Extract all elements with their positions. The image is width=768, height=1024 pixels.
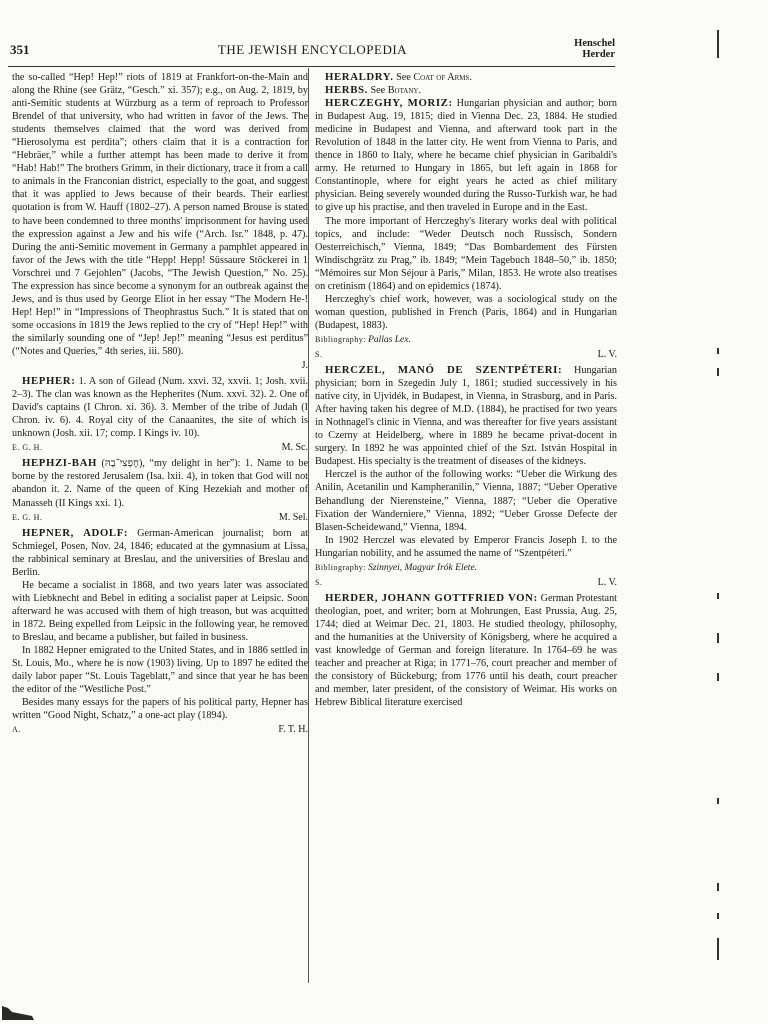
signature-left: E. G. H. [12, 443, 43, 453]
paragraph: Herczeghy's chief work, however, was a sociological study on the woman question, published in French (Paris, 1864) and in Hungarian (Budapest, 1883). [315, 293, 617, 331]
entry-herczeghy [315, 97, 617, 214]
paragraph: In 1882 Hepner emigrated to the United States, and in 1886 settled in St. Louis, Mo., where he is now (1903) living. Up to 1897 he edited the daily labor paper “St. Louis Tageblatt,” and since that year he has been the editor of the “Westliche Post.” [12, 645, 308, 696]
entry-text: , “my delight in her”): 1. Name to be borne by the restored Jerusalem (Isa. lxii. 4), in token that God will not abandon it. 2. Name of the queen of King Hezekiah and mother of Manasseh (II Kings xxi. 1). [12, 458, 308, 509]
entry-range-last: Herder [582, 49, 615, 60]
entry-hepher [12, 375, 308, 440]
cross-reference: Botany. [387, 85, 421, 97]
headword: HERBS. [325, 84, 368, 97]
signature-line [12, 723, 308, 736]
entry-text: 1. A son of Gilead (Num. xxvi. 32, xxvii. 1; Josh. xvii. 2–3). The clan was known as the Hepherites (Num. xxvi. 32). 2. One of David's captains (I Chron. xi. 36). 3. Member of the tribe of Judah (I Chron. iv. 6). 4. Royal city of the Canaanites, the site of which is unknown (Josh. xii. 17; comp. I Kings iv. 10). [12, 376, 308, 440]
entry-text: German-American journalist; born at Schmiegel, Posen, Nov. 24, 1846; educated at the gymnasium at Lissa, the rabbinical seminary at Breslau, and the universities of Breslau and Berlin. [12, 527, 308, 578]
paragraph: Herczel is the author of the following works: “Ueber die Wirkung des Anilin, Acetanilin und Kampheranilin,” Vienna, 1887; “Ueber Operative Behandlung der Nierensteine,” Vienna, 1887; “Ueber die Operative Fixation der Wanderniere,” Vienna, 1892; “Ueber Grosse Defecte der Blasen-Scheidewand,” Vienna, 1894. [315, 469, 617, 533]
see-label: See [396, 72, 411, 83]
entry-range-first: Henschel [574, 38, 615, 49]
signature-left: A. [12, 725, 21, 735]
entry-hepner [12, 527, 308, 579]
paragraph: The more important of Herczeghy's literary works deal with political topics, and include: “Weder Deutsch noch Russisch, Sondern Oesterreichisch,” Vienna, 1849; “Das Bombardement des Fürsten Windischgrätz zu Prag,” ib. 1849; “Mein Tagebuch 1848–50,” ib. 1850; “Mémoires sur Mon Séjour à Paris,” Milan, 1853. He wrote also treatises on cretinism (1864) and on epidemics (1874). [315, 215, 617, 292]
see-label: See [370, 85, 386, 97]
entry-hephzibah [12, 457, 308, 509]
left-column [12, 71, 308, 981]
signature: J. [301, 360, 308, 372]
cross-reference: Coat of Arms. [413, 72, 472, 83]
signature-left: E. G. H. [12, 512, 43, 522]
entry-text: Hungarian physician; born in Szegedin July 1, 1861; studied successively in his native city, in Ujvidék, in Budapest, in Vienna, in Strasburg, and in Paris. After having taken his degree of M.D. (1884), he practised for two years in Nothnagel's clinic in Vienna, and was thereafter for five years assistant to Czerny at Heidelberg, where in 1889 he became privat-docent in surgery. In 1892 he was appointed chief of the Szt. István Hospital in Budapest. His specialty is the treatment of diseases of the kidneys. [315, 365, 617, 468]
signature-line [12, 511, 308, 524]
entry-herczel [315, 364, 617, 468]
paragraph: He became a socialist in 1868, and two years later was associated with Liebknecht and Bebel in editing a socialist paper at Leipsic. Soon afterward he was accused with them of high treason, but was acquitted in 1872. Being expelled from Leipsic in the following year, he removed to Breslau, and became a publisher, but failed in business. [12, 579, 308, 643]
bibliography-label: Bibliography: [315, 562, 366, 572]
bibliography-label: Bibliography: [315, 334, 366, 344]
bibliography-text: Pallas Lex. [368, 334, 411, 345]
headword: HERCZEGHY, MORIZ: [325, 97, 453, 110]
bibliography-text: Szinnyei, Magyar Irók Elete. [368, 562, 478, 573]
headword: HEPHZI-BAH [22, 457, 97, 470]
paragraph: Besides many essays for the papers of his political party, Hepner has written “Good Night, Schatz,” a one-act play (1894). [12, 697, 308, 722]
signature-right: M. Sc. [281, 442, 308, 454]
hebrew-term: (חֶפְצִי־בָהּ) [101, 458, 143, 470]
entry-range [574, 38, 615, 60]
column-divider [308, 68, 309, 983]
paragraph: In 1902 Herczel was elevated by Emperor Francis Joseph I. to the Hungarian nobility, and he assumed the name of “Szentpéteri.” [315, 534, 617, 559]
signature-right: L. V. [597, 576, 617, 588]
signature-right: M. Sel. [278, 511, 308, 523]
header-rule [8, 66, 615, 67]
signature-right: F. T. H. [278, 724, 308, 736]
headword: HERALDRY. [325, 71, 394, 83]
signature-left: S. [315, 577, 323, 587]
headword: HEPHER: [22, 375, 76, 388]
signature-left: S. [315, 349, 323, 359]
margin-scan-marks [715, 28, 729, 1018]
signature-line [315, 348, 617, 361]
entry-heraldry [315, 71, 617, 84]
page-number: 351 [10, 42, 30, 57]
signature-line [12, 441, 308, 454]
entry-herder [315, 592, 617, 709]
entry-herbs [315, 84, 617, 97]
headword: HEPNER, ADOLF: [22, 526, 129, 539]
headword: HERCZEL, MANÓ DE SZENTPÉTERI: [325, 364, 563, 377]
headword: HERDER, JOHANN GOTTFRIED VON: [325, 591, 538, 604]
corner-scan-artifact [2, 996, 34, 1020]
right-column [315, 71, 617, 981]
signature-line [315, 576, 617, 589]
bibliography [315, 561, 617, 575]
entry-text: Hungarian physician and author; born in Budapest Aug. 19, 1815; died in Vienna Dec. 23, 1884. He studied medicine in Budapest and Vienna, and afterward took part in the Revolution of 1848 in the latter city. He went from Vienna to Paris, and thence in 1860 to Italy, where he became chief physician in Garibaldi's army. He returned to Hungary in 1865, but left again in 1868 for Constantinople, where for eight years he acted as chief military physician. Being severely wounded during the Russo-Turkish war, he had to give up his practise, and then traveled in Europe and in the East. [315, 98, 617, 214]
hep-hep-continuation: the so-called “Hep! Hep!” riots of 1819 at Frankfort-on-the-Main and along the Rhine (see Grätz, “Gesch.” xi. 357); e.g., on Aug. 2, 1819, by anti-Semitic students at Würzburg as a term of reproach to Professor Brendel of that university, who had written in favor of the Jews. The students themselves claimed that the word was derived from “Hierosolyma est perdita”; others claim that it is a contraction for “Hebräer,” while a further attempt has been made to derive it from “Hab! Hab!” The brothers Grimm, in their dictionary, trace it from a call to animals in the Franconian district, especially to the goat, and suggest that it was applied to Jews because of their beards. Their earliest quotation is from W. Hauff (1802–27). A person named Brouse is stated to have been condemned to three months' imprisonment for having used the expression against a Jew and his wife (“Arch. Isr.” 1848, p. 47). During the anti-Semitic movement in Germany a pamphlet appeared in favor of the Jews with the title “Hepp! Hepp! Süssaure Stöckerei in 1 Vorschrei und 7 Gejohlen” (Jacobs, “The Jewish Question,” No. 25). The expression has since become a synonym for an outbreak against the Jews, and is thus used by George Eliot in her essay “The Modern He-! Hep! Hep!” in “Impressions of Theophrastus Such.” It is stated that on some occasions in 1819 the Jews replied to the cry of “Hep! Hep!” with the similarly sounding one of “Jep! Jep!” meaning “Jesus est perditus” (“Notes and Queries,” 4th series, iii. 580). [12, 72, 308, 357]
page-header [10, 38, 615, 66]
entry-text: German Protestant theologian, poet, and writer; born at Mohrungen, East Prussia, Aug. 25, 1744; died at Weimar Dec. 21, 1803. He studied theology, philosophy, and the humanities at the University of Königsberg, where he acquired a vast knowledge of German and foreign literature. In 1764–69 he was teacher and preacher at Riga; in 1771–76, court preacher and member of the consistory of Bückeburg; from 1776 until his death, court preacher and member, later president, of the consistory of Weimar. His works on Hebrew Biblical literature exercised [315, 592, 617, 709]
bibliography [315, 333, 617, 347]
signature-right: L. V. [597, 348, 617, 360]
running-title: THE JEWISH ENCYCLOPEDIA [217, 42, 408, 57]
